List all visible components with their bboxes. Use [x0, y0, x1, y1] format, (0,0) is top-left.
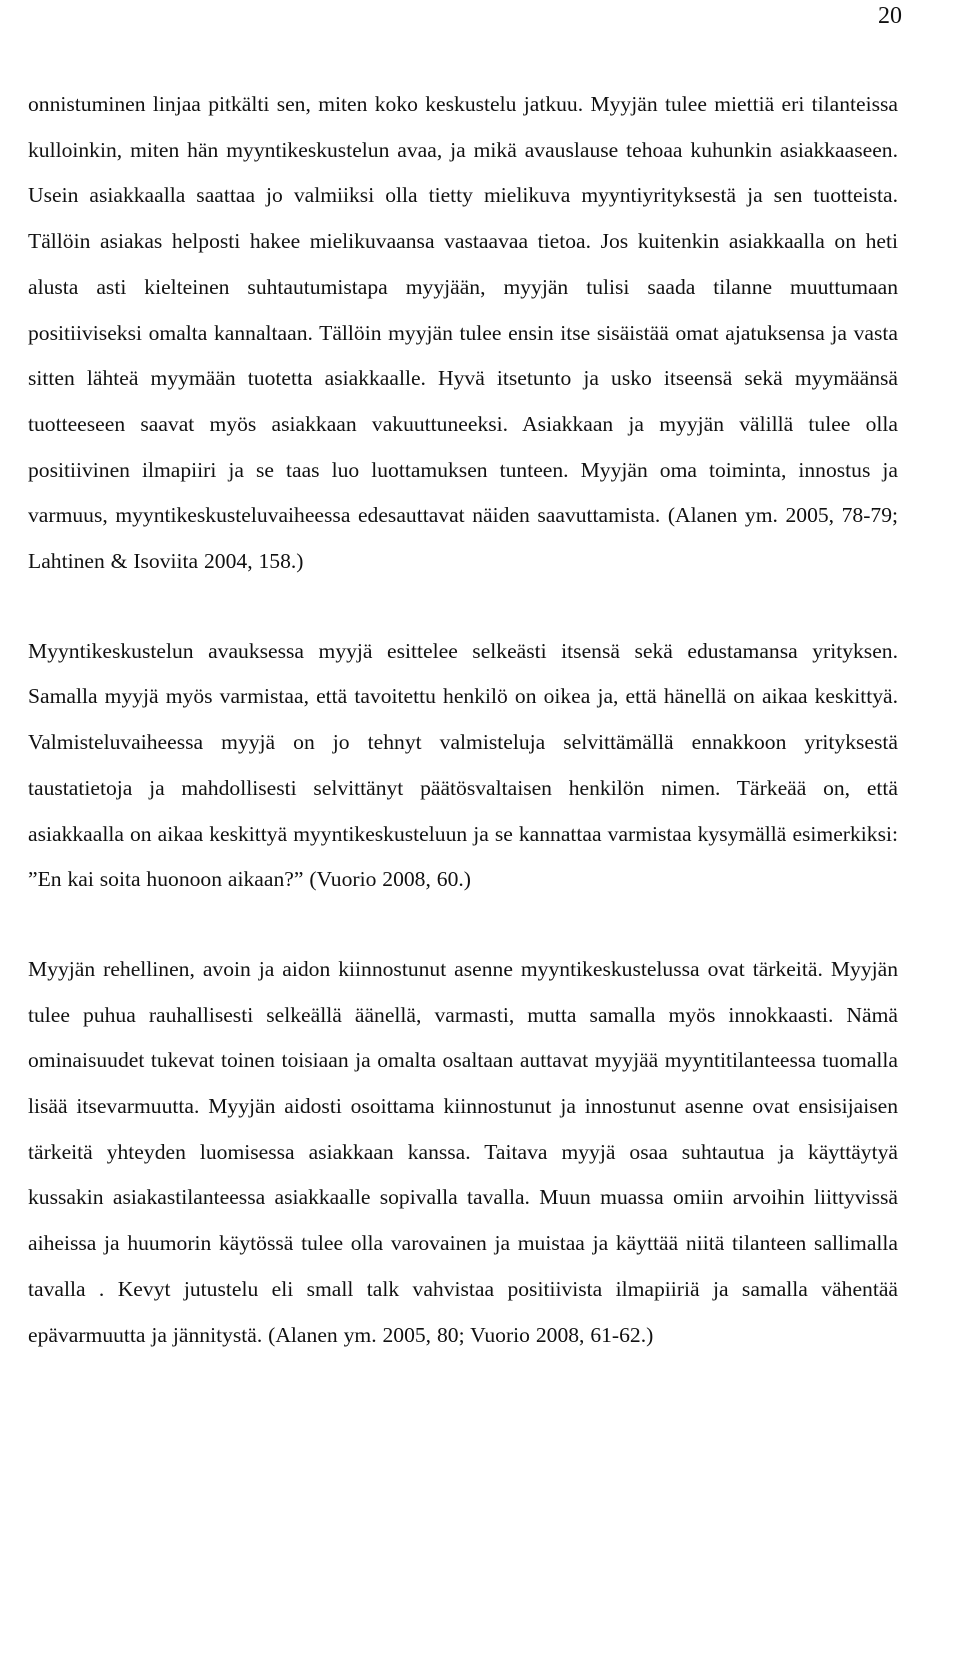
- paragraph-seller-attitude: Myyjän rehellinen, avoin ja aidon kiinnostunut asenne myyntikeskustelussa ovat tärkeitä. Myyjän tulee puhua rauhallisesti selkeällä äänellä, varmasti, mutta samalla myös innokkaasti. Nämä ominaisuudet tukevat toinen toisiaan ja omalta osaltaan auttavat myyjää myyntitilanteessa tuomalla lisää itsevarmuutta. Myyjän aidosti osoittama kiinnostunut ja innostunut asenne ovat ensisijaisen tärkeitä yhteyden luomisessa asiakkaan kanssa. Taitava myyjä osaa suhtautua ja käyttäytyä kussakin asiakastilanteessa asiakkaalle sopivalla tavalla. Muun muassa omiin arvoihin liittyvissä aiheissa ja huumorin käytössä tulee olla varovainen ja muistaa ja käyttää niitä tilanteen sallimalla tavalla . Kevyt jutustelu eli small talk vahvistaa positiivista ilmapiiriä ja samalla vähentää epävarmuutta ja jännitystä. (Alanen ym. 2005, 80; Vuorio 2008, 61-62.): [28, 956, 898, 1347]
- paragraph-opening-sales-conversation: onnistuminen linjaa pitkälti sen, miten koko keskustelu jatkuu. Myyjän tulee miettiä eri tilanteissa kulloinkin, miten hän myyntikeskustelun avaa, ja mikä avauslause tehoaa kuhunkin asiakkaaseen. Usein asiakkaalla saattaa jo valmiiksi olla tietty mielikuva myyntiyrityksestä ja sen tuotteista. Tällöin asiakas helposti hakee mielikuvaansa vastaavaa tietoa. Jos kuitenkin asiakkaalla on heti alusta asti kielteinen suhtautumistapa myyjään, myyjän tulisi saada tilanne muuttumaan positiiviseksi omalta kannaltaan. Tällöin myyjän tulee ensin itse sisäistää omat ajatuksensa ja vasta sitten lähteä myymään tuotetta asiakkaalle. Hyvä itsetunto ja usko itseensä sekä myymäänsä tuotteeseen saavat myös asiakkaan vakuuttuneeksi. Asiakkaan ja myyjän välillä tulee olla positiivinen ilmapiiri ja se taas luo luottamuksen tunteen. Myyjän oma toiminta, innostus ja varmuus, myyntikeskusteluvaiheessa edesauttavat näiden saavuttamista. (Alanen ym. 2005, 78-79; Lahtinen & Isoviita 2004, 158.): [28, 92, 898, 574]
- page-number: 20: [878, 3, 902, 29]
- document-body: [28, 82, 898, 1358]
- paragraph-conversation-introduction: Myyntikeskustelun avauksessa myyjä esittelee selkeästi itsensä sekä edustamansa yrityksen. Samalla myyjä myös varmistaa, että tavoitettu henkilö on oikea ja, että hänellä on aikaa keskittyä. Valmisteluvaiheessa myyjä on jo tehnyt valmisteluja selvittämällä ennakkoon yrityksestä taustatietoja ja mahdollisesti selvittänyt päätösvaltaisen henkilön nimen. Tärkeää on, että asiakkaalla on aikaa keskittyä myyntikeskusteluun ja se kannattaa varmistaa kysymällä esimerkiksi: ”En kai soita huonoon aikaan?” (Vuorio 2008, 60.): [28, 638, 898, 892]
